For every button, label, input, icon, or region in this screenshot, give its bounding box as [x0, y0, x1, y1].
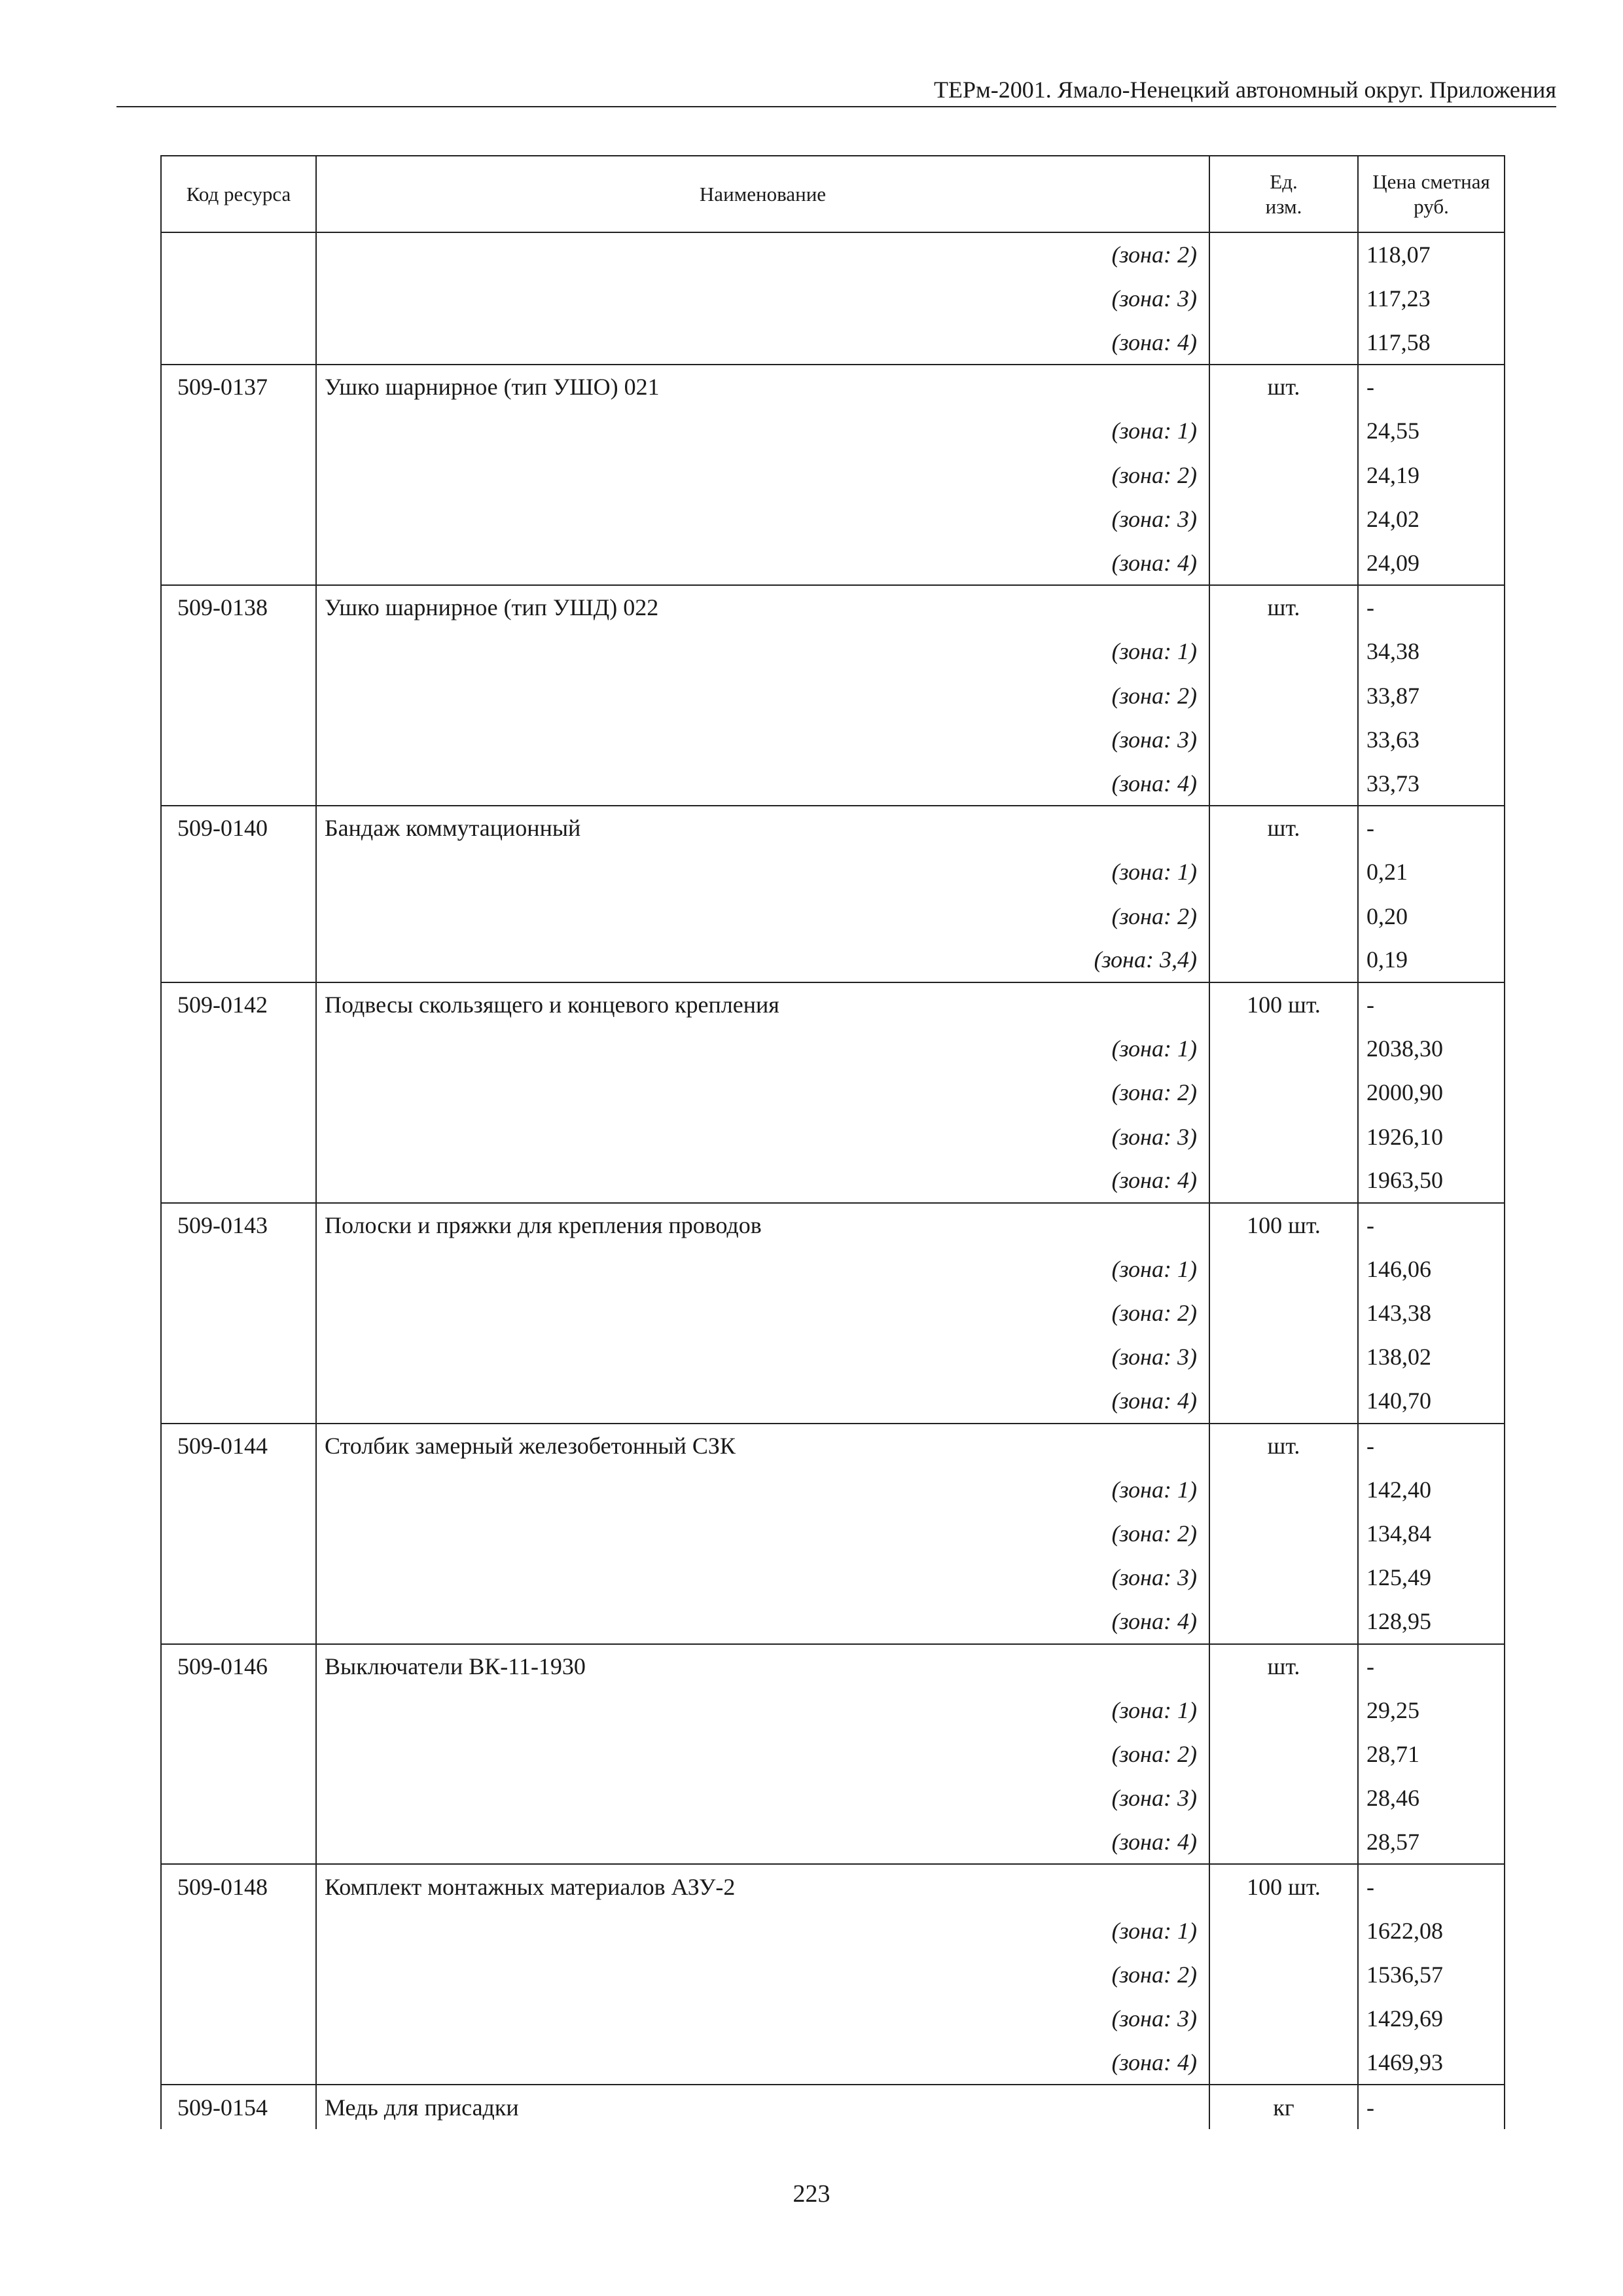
unit — [1209, 850, 1358, 893]
zone-label: (зона: 4) — [316, 1600, 1209, 1643]
price: 125,49 — [1358, 1556, 1505, 1600]
resource-code — [161, 1688, 316, 1732]
price: 28,46 — [1358, 1776, 1505, 1820]
table-row — [161, 1247, 1505, 1291]
unit — [1209, 497, 1358, 541]
unit — [1209, 1909, 1358, 1952]
resource-code — [161, 630, 316, 673]
unit — [1209, 1070, 1358, 1114]
table-row — [161, 1600, 1505, 1643]
resource-name: Выключатели ВК-11-1930 — [316, 1644, 1209, 1688]
table-row — [161, 2041, 1505, 2085]
header-title: ТЕРм-2001. Ямало-Ненецкий автономный округ. Приложения — [933, 77, 1556, 103]
table-row — [161, 1291, 1505, 1335]
price: 33,73 — [1358, 762, 1505, 806]
zone-label: (зона: 3,4) — [316, 938, 1209, 982]
unit — [1209, 1688, 1358, 1732]
price: - — [1358, 2085, 1505, 2128]
zone-label: (зона: 1) — [316, 409, 1209, 453]
unit — [1209, 1379, 1358, 1423]
resource-code: 509-0138 — [161, 585, 316, 629]
resource-code — [161, 850, 316, 893]
unit — [1209, 1026, 1358, 1070]
price-table — [160, 155, 1505, 2129]
resource-code — [161, 453, 316, 497]
table-row — [161, 497, 1505, 541]
unit — [1209, 1291, 1358, 1335]
resource-name: Ушко шарнирное (тип УШД) 022 — [316, 585, 1209, 629]
zone-label: (зона: 2) — [316, 1511, 1209, 1555]
resource-code — [161, 1158, 316, 1202]
unit — [1209, 1158, 1358, 1202]
price: 1536,57 — [1358, 1952, 1505, 1996]
price: - — [1358, 1864, 1505, 1908]
unit — [1209, 1732, 1358, 1776]
table-row — [161, 850, 1505, 893]
col-header-unit: Ед. изм. — [1209, 156, 1358, 232]
table-row — [161, 1424, 1505, 1467]
zone-label: (зона: 3) — [316, 1776, 1209, 1820]
unit: кг — [1209, 2085, 1358, 2128]
zone-label: (зона: 4) — [316, 541, 1209, 585]
resource-code — [161, 938, 316, 982]
table-row — [161, 982, 1505, 1026]
resource-code — [161, 673, 316, 717]
resource-code — [161, 1600, 316, 1643]
resource-name: Подвесы скользящего и концевого крепления — [316, 982, 1209, 1026]
price: 28,71 — [1358, 1732, 1505, 1776]
price: - — [1358, 585, 1505, 629]
resource-code — [161, 894, 316, 938]
resource-code — [161, 276, 316, 320]
price: 24,09 — [1358, 541, 1505, 585]
zone-label: (зона: 1) — [316, 850, 1209, 893]
unit — [1209, 1556, 1358, 1600]
zone-label: (зона: 3) — [316, 1335, 1209, 1379]
zone-label: (зона: 3) — [316, 276, 1209, 320]
price: 143,38 — [1358, 1291, 1505, 1335]
unit: шт. — [1209, 365, 1358, 408]
unit: шт. — [1209, 1424, 1358, 1467]
table-row — [161, 806, 1505, 850]
price: 117,23 — [1358, 276, 1505, 320]
resource-code — [161, 232, 316, 276]
price: 138,02 — [1358, 1335, 1505, 1379]
zone-label: (зона: 4) — [316, 1379, 1209, 1423]
table-row — [161, 630, 1505, 673]
resource-code: 509-0154 — [161, 2085, 316, 2128]
table-row — [161, 541, 1505, 585]
resource-code — [161, 1997, 316, 2041]
price: 24,19 — [1358, 453, 1505, 497]
zone-label: (зона: 2) — [316, 894, 1209, 938]
resource-code — [161, 717, 316, 761]
resource-code — [161, 1335, 316, 1379]
zone-label: (зона: 4) — [316, 762, 1209, 806]
table-row — [161, 1511, 1505, 1555]
zone-label: (зона: 2) — [316, 1070, 1209, 1114]
resource-code — [161, 1820, 316, 1864]
zone-label: (зона: 1) — [316, 1026, 1209, 1070]
resource-code: 509-0140 — [161, 806, 316, 850]
table-row — [161, 1467, 1505, 1511]
resource-name: Бандаж коммутационный — [316, 806, 1209, 850]
unit — [1209, 1952, 1358, 1996]
resource-code — [161, 1070, 316, 1114]
table-row — [161, 1115, 1505, 1158]
table-row — [161, 1644, 1505, 1688]
resource-code — [161, 1909, 316, 1952]
resource-name: Столбик замерный железобетонный СЗК — [316, 1424, 1209, 1467]
price: 0,21 — [1358, 850, 1505, 893]
price: 24,55 — [1358, 409, 1505, 453]
price: - — [1358, 1203, 1505, 1247]
table-row — [161, 762, 1505, 806]
price: - — [1358, 806, 1505, 850]
price: - — [1358, 982, 1505, 1026]
resource-code: 509-0143 — [161, 1203, 316, 1247]
table-row — [161, 1335, 1505, 1379]
table-row — [161, 1732, 1505, 1776]
table-row — [161, 1776, 1505, 1820]
price: 134,84 — [1358, 1511, 1505, 1555]
resource-code — [161, 1776, 316, 1820]
unit — [1209, 1335, 1358, 1379]
price: 24,02 — [1358, 497, 1505, 541]
price: 1429,69 — [1358, 1997, 1505, 2041]
table-row — [161, 1070, 1505, 1114]
unit: 100 шт. — [1209, 982, 1358, 1026]
unit — [1209, 894, 1358, 938]
table-row — [161, 1997, 1505, 2041]
price: 0,19 — [1358, 938, 1505, 982]
price: 140,70 — [1358, 1379, 1505, 1423]
unit — [1209, 630, 1358, 673]
resource-code — [161, 1556, 316, 1600]
zone-label: (зона: 1) — [316, 630, 1209, 673]
price: - — [1358, 1424, 1505, 1467]
unit — [1209, 938, 1358, 982]
zone-label: (зона: 3) — [316, 1997, 1209, 2041]
zone-label: (зона: 3) — [316, 497, 1209, 541]
price: 1469,93 — [1358, 2041, 1505, 2085]
resource-code — [161, 1952, 316, 1996]
resource-code: 509-0137 — [161, 365, 316, 408]
resource-name: Комплект монтажных материалов АЗУ-2 — [316, 1864, 1209, 1908]
table-row — [161, 1203, 1505, 1247]
resource-code: 509-0144 — [161, 1424, 316, 1467]
unit — [1209, 541, 1358, 585]
table-row — [161, 1158, 1505, 1202]
unit — [1209, 453, 1358, 497]
unit — [1209, 1997, 1358, 2041]
price: 146,06 — [1358, 1247, 1505, 1291]
table-row — [161, 938, 1505, 982]
unit — [1209, 1600, 1358, 1643]
zone-label: (зона: 2) — [316, 453, 1209, 497]
unit: шт. — [1209, 806, 1358, 850]
table-row — [161, 409, 1505, 453]
table-row — [161, 1909, 1505, 1952]
table-row — [161, 585, 1505, 629]
table-row — [161, 1688, 1505, 1732]
resource-code — [161, 541, 316, 585]
unit — [1209, 321, 1358, 365]
zone-label: (зона: 4) — [316, 1820, 1209, 1864]
table-row — [161, 1026, 1505, 1070]
unit: шт. — [1209, 1644, 1358, 1688]
table-row — [161, 453, 1505, 497]
price: 33,63 — [1358, 717, 1505, 761]
table-row — [161, 894, 1505, 938]
page-number: 223 — [793, 2180, 830, 2208]
resource-code — [161, 1732, 316, 1776]
page-header — [116, 73, 1556, 107]
resource-name: Полоски и пряжки для крепления проводов — [316, 1203, 1209, 1247]
unit: шт. — [1209, 585, 1358, 629]
price: 128,95 — [1358, 1600, 1505, 1643]
zone-label: (зона: 3) — [316, 1556, 1209, 1600]
table-row — [161, 276, 1505, 320]
unit — [1209, 1467, 1358, 1511]
price: 1963,50 — [1358, 1158, 1505, 1202]
resource-code — [161, 762, 316, 806]
zone-label: (зона: 2) — [316, 232, 1209, 276]
col-header-name: Наименование — [316, 156, 1209, 232]
resource-code — [161, 1026, 316, 1070]
zone-label: (зона: 2) — [316, 1732, 1209, 1776]
resource-code: 509-0146 — [161, 1644, 316, 1688]
table-row — [161, 232, 1505, 276]
zone-label: (зона: 3) — [316, 717, 1209, 761]
unit — [1209, 1115, 1358, 1158]
resource-code — [161, 1379, 316, 1423]
unit — [1209, 1820, 1358, 1864]
unit — [1209, 276, 1358, 320]
resource-code — [161, 1247, 316, 1291]
zone-label: (зона: 4) — [316, 2041, 1209, 2085]
price: 34,38 — [1358, 630, 1505, 673]
price: 2038,30 — [1358, 1026, 1505, 1070]
zone-label: (зона: 1) — [316, 1909, 1209, 1952]
price: 1622,08 — [1358, 1909, 1505, 1952]
table-row — [161, 2085, 1505, 2128]
table-row — [161, 1952, 1505, 1996]
resource-code — [161, 409, 316, 453]
zone-label: (зона: 4) — [316, 321, 1209, 365]
table-row — [161, 1379, 1505, 1423]
zone-label: (зона: 1) — [316, 1467, 1209, 1511]
unit — [1209, 673, 1358, 717]
table-row — [161, 673, 1505, 717]
table-body — [161, 232, 1505, 2129]
price: 0,20 — [1358, 894, 1505, 938]
unit — [1209, 762, 1358, 806]
zone-label: (зона: 1) — [316, 1688, 1209, 1732]
unit — [1209, 1511, 1358, 1555]
table-row — [161, 717, 1505, 761]
resource-code — [161, 321, 316, 365]
table-row — [161, 1864, 1505, 1908]
price: 33,87 — [1358, 673, 1505, 717]
price: 142,40 — [1358, 1467, 1505, 1511]
zone-label: (зона: 3) — [316, 1115, 1209, 1158]
resource-code — [161, 1511, 316, 1555]
table-header-row — [161, 156, 1505, 232]
price: 1926,10 — [1358, 1115, 1505, 1158]
unit — [1209, 1247, 1358, 1291]
unit — [1209, 717, 1358, 761]
price: - — [1358, 365, 1505, 408]
unit — [1209, 232, 1358, 276]
resource-name: Ушко шарнирное (тип УШО) 021 — [316, 365, 1209, 408]
resource-code — [161, 497, 316, 541]
price: 29,25 — [1358, 1688, 1505, 1732]
unit: 100 шт. — [1209, 1864, 1358, 1908]
table-row — [161, 1556, 1505, 1600]
zone-label: (зона: 2) — [316, 1952, 1209, 1996]
unit — [1209, 2041, 1358, 2085]
resource-code — [161, 1291, 316, 1335]
zone-label: (зона: 2) — [316, 1291, 1209, 1335]
resource-code — [161, 1115, 316, 1158]
unit: 100 шт. — [1209, 1203, 1358, 1247]
zone-label: (зона: 1) — [316, 1247, 1209, 1291]
zone-label: (зона: 4) — [316, 1158, 1209, 1202]
zone-label: (зона: 2) — [316, 673, 1209, 717]
price: 118,07 — [1358, 232, 1505, 276]
price: - — [1358, 1644, 1505, 1688]
table-row — [161, 1820, 1505, 1864]
price: 2000,90 — [1358, 1070, 1505, 1114]
table-row — [161, 321, 1505, 365]
resource-name: Медь для присадки — [316, 2085, 1209, 2128]
price: 28,57 — [1358, 1820, 1505, 1864]
table-row — [161, 365, 1505, 408]
col-header-code: Код ресурса — [161, 156, 316, 232]
unit — [1209, 1776, 1358, 1820]
price: 117,58 — [1358, 321, 1505, 365]
col-header-price: Цена сметная руб. — [1358, 156, 1505, 232]
resource-code: 509-0148 — [161, 1864, 316, 1908]
resource-code — [161, 1467, 316, 1511]
resource-code: 509-0142 — [161, 982, 316, 1026]
unit — [1209, 409, 1358, 453]
resource-code — [161, 2041, 316, 2085]
